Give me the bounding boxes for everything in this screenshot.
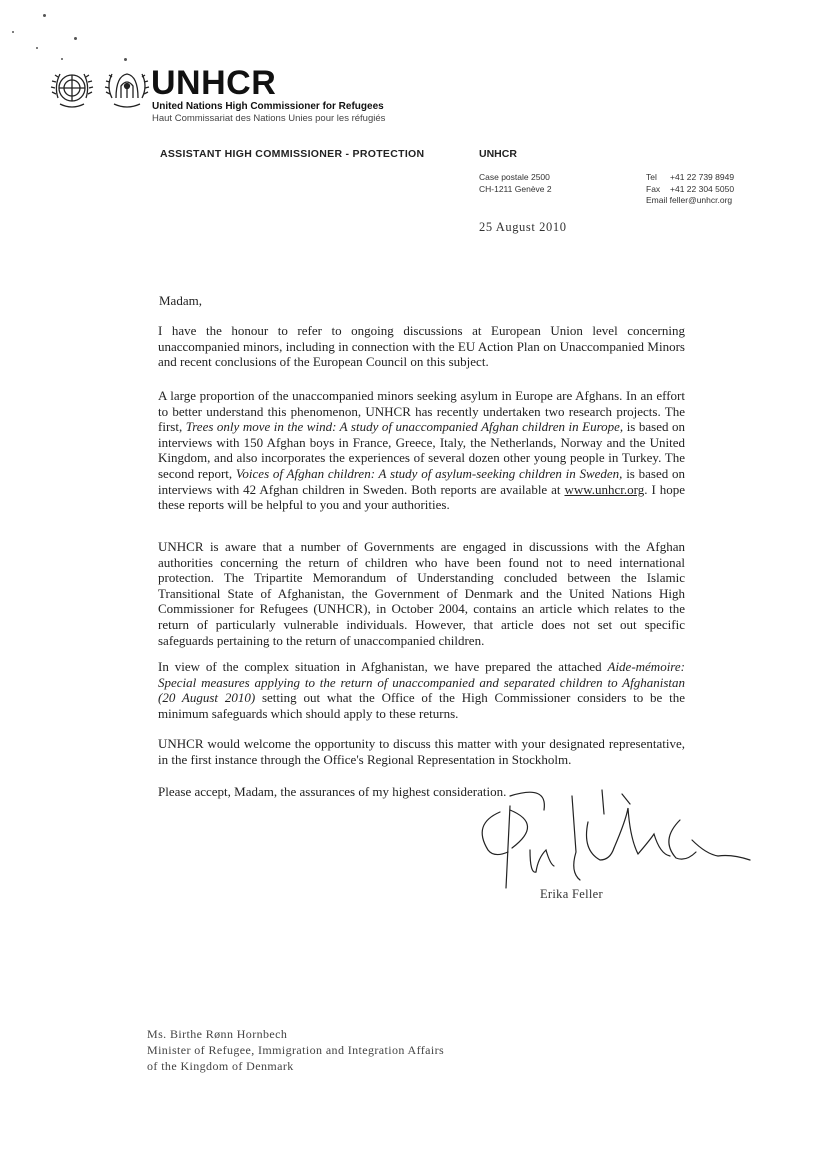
paragraph-text: In view of the complex situation in Afghanistan, we have prepared the attached: [158, 659, 608, 674]
org-heading: UNHCR: [479, 148, 517, 160]
paragraph-text: is based on interviews with 150 Afghan boys in France, Greece, Italy, the Netherlands, Norway and the United Kingdom, and also incorporates the experiences of several dozen other young people in Turkey. The second report,: [158, 419, 685, 481]
email-line: [646, 195, 734, 207]
email-label: Email: [646, 195, 668, 205]
letter-date: 25 August 2010: [479, 220, 567, 234]
paragraph-3: UNHCR is aware that a number of Governments are engaged in discussions with the Afghan authorities concerning the return of children who have been found not to need international protection. The Tripartite Memorandum of Understanding concluded between the Islamic Transitional State of Afghanistan, the Government of Denmark and the United Nations High Commissioner for Refugees (UNHCR), in October 2004, contains an article which relates to the return of particularly vulnerable individuals. However, that article does not set out specific safeguards pertaining to the return of unaccompanied children.: [158, 539, 685, 648]
scan-speck: [61, 58, 63, 60]
fax-number: +41 22 304 5050: [670, 183, 735, 194]
signatory-name: Erika Feller: [540, 887, 603, 901]
recipient-country: of the Kingdom of Denmark: [147, 1059, 294, 1073]
website-link[interactable]: www.unhcr.org: [564, 481, 645, 497]
report-title: Trees only move in the wind: A study of unaccompanied Afghan children in Europe,: [185, 419, 624, 435]
postal-address: [479, 172, 552, 195]
un-emblem-icon: [50, 64, 150, 114]
paragraph-text: A large proportion of the unaccompanied minors seeking asylum in Europe are Afghans. In an effort to better understand this phenomenon, UNHCR has recently undertaken two research projects. The first,: [158, 388, 685, 435]
paragraph-text: . I hope these reports will be helpful to you and your authorities.: [158, 481, 685, 513]
office-title: ASSISTANT HIGH COMMISSIONER - PROTECTION: [160, 148, 425, 160]
closing-line: Please accept, Madam, the assurances of my highest consideration.: [158, 784, 507, 799]
scan-speck: [43, 14, 46, 17]
org-name-english: United Nations High Commissioner for Refugees: [152, 101, 384, 112]
scan-speck: [124, 58, 127, 61]
paragraph-5: UNHCR would welcome the opportunity to discuss this matter with your designated representative, in the first instance through the Office's Regional Representation in Stockholm.: [158, 736, 685, 767]
tel-line: [646, 172, 734, 184]
address-line: Case postale 2500: [479, 172, 550, 182]
fax-line: [646, 184, 734, 196]
memo-title: Aide-mémoire: Special measures applying to the return of unaccompanied and separated children to Afghanistan (20 August 2010): [158, 659, 685, 706]
contact-details: [646, 172, 734, 207]
paragraph-2: [158, 388, 685, 513]
scan-speck: [74, 37, 77, 40]
report-title: Voices of Afghan children: A study of asylum-seeking children in Sweden,: [235, 465, 623, 481]
paragraph-text: is based on interviews with 42 Afghan children in Sweden. Both reports are available at: [158, 465, 685, 497]
recipient-title: Minister of Refugee, Immigration and Integration Affairs: [147, 1043, 445, 1057]
handwritten-signature-icon: [470, 780, 770, 900]
recipient-block: [147, 1026, 444, 1074]
paragraph-text: setting out what the Office of the High Commissioner considers to be the minimum safeguards which should apply to these returns.: [158, 690, 685, 721]
org-logo-text: UNHCR: [151, 64, 277, 102]
tel-label: Tel: [646, 172, 657, 182]
paragraph-4: [158, 659, 685, 721]
tel-number: +41 22 739 8949: [670, 172, 735, 182]
salutation: Madam,: [159, 293, 202, 308]
paragraph-1: I have the honour to refer to ongoing discussions at European Union level concerning unaccompanied minors, including in connection with the EU Action Plan on Unaccompanied Minors and recent conclusions of the European Council on this subject.: [158, 323, 685, 370]
fax-label: Fax: [646, 183, 661, 194]
email-address: feller@unhcr.org: [669, 195, 733, 205]
recipient-name: Ms. Birthe Rønn Hornbech: [147, 1027, 288, 1041]
org-name-french: Haut Commissariat des Nations Unies pour les réfugiés: [152, 113, 386, 124]
scan-speck: [12, 31, 14, 33]
address-line: CH-1211 Genève 2: [479, 183, 552, 194]
scan-speck: [36, 47, 38, 49]
